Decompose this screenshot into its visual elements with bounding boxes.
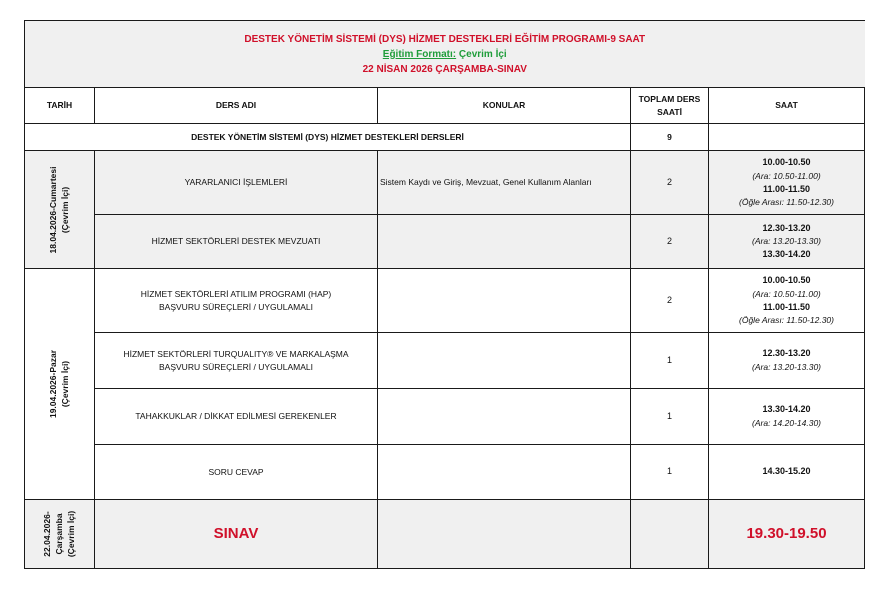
col-time-header: SAAT: [709, 88, 865, 124]
col-hours-header-line1: TOPLAM DERS: [638, 93, 701, 104]
day-date-label: 22.04.2026- Çarşamba (Çevrim İçi): [41, 510, 76, 558]
course-name: YARARLANICI İŞLEMLERİ: [95, 151, 378, 215]
day-date-cell: [25, 269, 95, 500]
course-name: SORU CEVAP: [95, 445, 378, 500]
schedule-sheet: [24, 20, 864, 574]
exam-time: 19.30-19.50: [709, 500, 865, 569]
day-date-label: 18.04.2026-Cumartesi (Çevrim İçi): [47, 166, 70, 253]
day-date-cell: [25, 151, 95, 269]
course-hours: 1: [631, 389, 709, 445]
course-hours: 2: [631, 215, 709, 269]
schedule-table: [24, 20, 865, 569]
session-time: 10.00-10.50 (Ara: 10.50-11.00) 11.00-11.50 (Öğle Arası: 11.50-12.30): [709, 151, 865, 215]
session-time: 12.30-13.20 (Ara: 13.20-13.30) 13.30-14.20: [709, 215, 865, 269]
table-row: [25, 215, 865, 269]
format-line: [25, 47, 865, 62]
course-name: HİZMET SEKTÖRLERİ DESTEK MEVZUATI: [95, 215, 378, 269]
format-label: Eğitim Formatı:: [382, 48, 457, 60]
course-topics: [378, 500, 631, 569]
summary-label: DESTEK YÖNETİM SİSTEMİ (DYS) HİZMET DESTEKLERİ DERSLERİ: [25, 124, 631, 151]
table-row: [25, 500, 865, 569]
course-topics: [378, 269, 631, 333]
title-row: [25, 21, 865, 88]
day-date-cell: [25, 500, 95, 569]
exam-date-line: 22 NİSAN 2026 ÇARŞAMBA-SINAV: [362, 63, 527, 75]
course-name: HİZMET SEKTÖRLERİ TURQUALITY® VE MARKALAŞMA BAŞVURU SÜREÇLERİ / UYGULAMALI: [95, 333, 378, 389]
course-hours: 1: [631, 333, 709, 389]
summary-empty: [709, 124, 865, 151]
col-course-header: DERS ADI: [95, 88, 378, 124]
course-topics: [378, 445, 631, 500]
course-name: HİZMET SEKTÖRLERİ ATILIM PROGRAMI (HAP) BAŞVURU SÜREÇLERİ / UYGULAMALI: [95, 269, 378, 333]
course-topics: [378, 333, 631, 389]
format-value: Çevrim İçi: [458, 48, 507, 60]
day-date-label: 19.04.2026-Pazar (Çevrim İçi): [47, 349, 70, 419]
course-hours: 1: [631, 445, 709, 500]
col-hours-header: [631, 88, 709, 124]
col-topics-header: KONULAR: [378, 88, 631, 124]
table-row: [25, 333, 865, 389]
session-time: 10.00-10.50 (Ara: 10.50-11.00) 11.00-11.50 (Öğle Arası: 11.50-12.30): [709, 269, 865, 333]
table-row: [25, 389, 865, 445]
course-name: TAHAKKUKLAR / DİKKAT EDİLMESİ GEREKENLER: [95, 389, 378, 445]
course-hours: [631, 500, 709, 569]
program-title: DESTEK YÖNETİM SİSTEMİ (DYS) HİZMET DESTEKLERİ EĞİTİM PROGRAMI-9 SAAT: [244, 33, 646, 45]
table-row: [25, 445, 865, 500]
course-hours: 2: [631, 151, 709, 215]
course-topics: [378, 215, 631, 269]
course-topics: Sistem Kaydı ve Giriş, Mevzuat, Genel Kullanım Alanları: [378, 151, 631, 215]
session-time: 13.30-14.20 (Ara: 14.20-14.30): [709, 389, 865, 445]
table-row: [25, 151, 865, 215]
table-row: [25, 269, 865, 333]
session-time: 14.30-15.20: [709, 445, 865, 500]
course-hours: 2: [631, 269, 709, 333]
exam-label: SINAV: [95, 500, 378, 569]
col-hours-header-line2: SAATİ: [657, 106, 682, 117]
summary-row: [25, 124, 865, 151]
column-header-row: [25, 88, 865, 124]
session-time: 12.30-13.20 (Ara: 13.20-13.30): [709, 333, 865, 389]
title-block: [25, 21, 865, 88]
course-topics: [378, 389, 631, 445]
col-date-header: TARİH: [25, 88, 95, 124]
summary-total: 9: [631, 124, 709, 151]
